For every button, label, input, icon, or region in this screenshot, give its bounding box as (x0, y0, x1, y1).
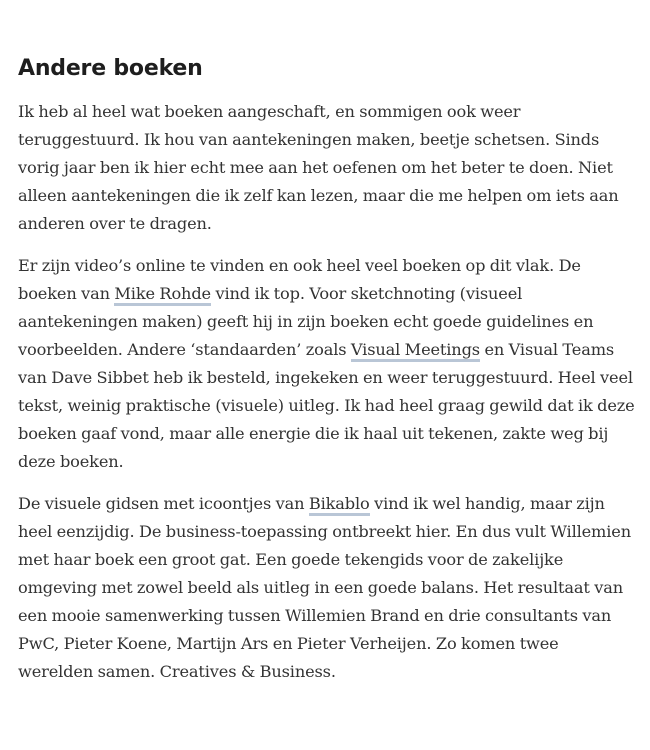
link-mike-rohde[interactable]: Mike Rohde (114, 284, 211, 306)
paragraph-3 (18, 490, 638, 686)
link-bikablo[interactable]: Bikablo (309, 494, 370, 516)
paragraph-2-text-3: en Visual Teams van Dave Sibbet heb ik besteld, ingekeken en weer teruggestuurd. Heel veel tekst, weinig praktische (visuele) uitleg. Ik had heel graag gewild dat ik deze boeken gaaf vond, maar alle energie die ik haal uit tekenen, zakte weg bij deze boeken. (18, 340, 635, 471)
paragraph-1 (18, 98, 638, 238)
paragraph-1-text: Ik heb al heel wat boeken aangeschaft, en sommigen ook weer teruggestuurd. Ik hou van aantekeningen maken, beetje schetsen. Sinds vorig jaar ben ik hier echt mee aan het oefenen om het beter te doen. Niet alleen aantekeningen die ik zelf kan lezen, maar die me helpen om iets aan anderen over te dragen. (18, 102, 619, 233)
paragraph-2-text-1: Er zijn video’s online te vinden en ook heel veel boeken op dit vlak. De boeken van (18, 256, 581, 303)
paragraph-2 (18, 252, 638, 476)
paragraph-3-text-2: vind ik wel handig, maar zijn heel eenzijdig. De business-toepassing ontbreekt hier. En dus vult Willemien met haar boek een groot gat. Een goede tekengids voor de zakelijke omgeving met zowel beeld als uitleg in een goede balans. Het resultaat van een mooie samenwerking tussen Willemien Brand en drie consultants van PwC, Pieter Koene, Martijn Ars en Pieter Verheijen. Zo komen twee werelden samen. Creatives & Business. (18, 494, 631, 681)
link-visual-meetings[interactable]: Visual Meetings (351, 340, 480, 362)
section-heading: Andere boeken (18, 56, 203, 81)
paragraph-2-text-2: vind ik top. Voor sketchnoting (visueel aantekeningen maken) geeft hij in zijn boeken echt goede guidelines en voorbeelden. Andere ‘standaarden’ zoals (18, 284, 594, 359)
article-section (18, 54, 638, 700)
paragraph-3-text-1: De visuele gidsen met icoontjes van (18, 494, 309, 513)
